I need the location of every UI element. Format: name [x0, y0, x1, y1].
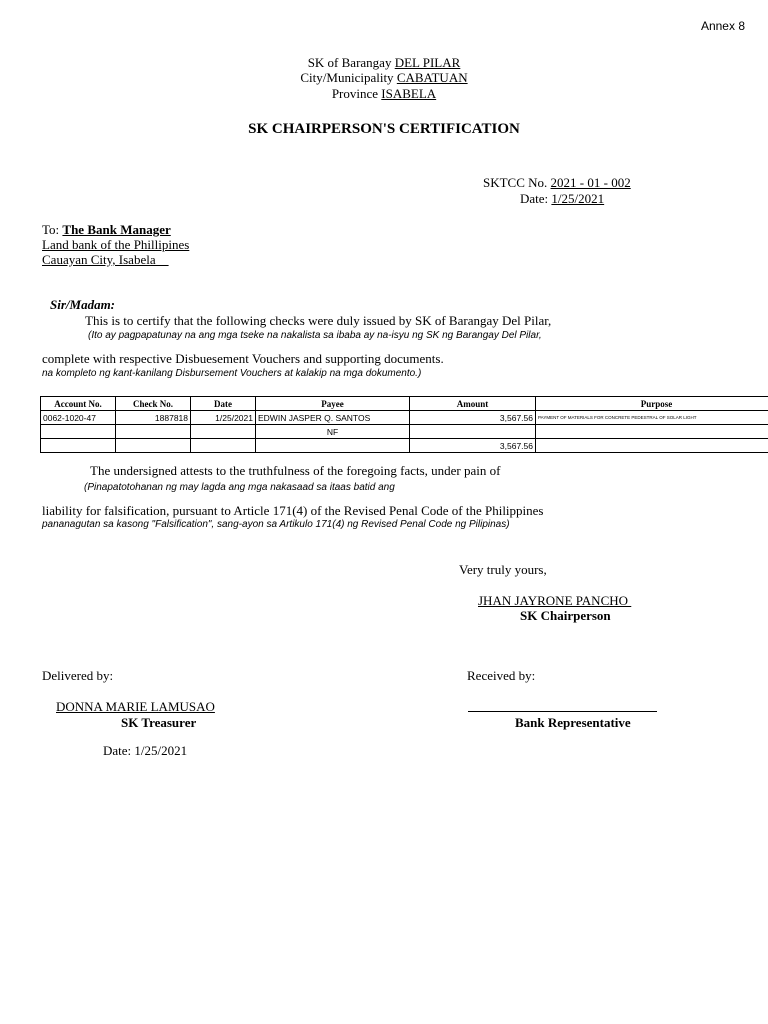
treasurer-name: DONNA MARIE LAMUSAO: [56, 699, 215, 714]
ref-date-label: Date:: [520, 191, 552, 206]
paragraph-2-translation: na kompleto ng kant-kanilang Disbursement Vouchers at kalakip na mga dokumento.): [42, 368, 422, 379]
cell-check-no: [116, 425, 191, 439]
document-title: SK CHAIRPERSON'S CERTIFICATION: [248, 121, 520, 137]
paragraph-1: This is to certify that the following checks were duly issued by SK of Barangay Del Pilar,: [85, 313, 552, 328]
table-row: [41, 411, 768, 425]
bank-rep-signature-line: [468, 711, 657, 712]
table-row: [41, 439, 768, 453]
cell-date: [191, 439, 256, 453]
header-check-no: Check No.: [116, 397, 191, 411]
cell-total-amount: 3,567.56: [410, 439, 536, 453]
cell-payee: [256, 439, 410, 453]
cell-purpose: PAYMENT OF MATERIALS FOR CONCRETE PEDESTRAL OF SOLAR LIGHT: [536, 411, 768, 425]
barangay-prefix: SK of Barangay: [307, 55, 395, 70]
salutation: Sir/Madam:: [50, 297, 116, 312]
cell-check-no: 1887818: [116, 411, 191, 425]
cell-account-no: [41, 425, 116, 439]
cell-amount: 3,567.56: [410, 411, 536, 425]
treasurer-title: SK Treasurer: [121, 715, 197, 730]
delivery-date: Date: 1/25/2021: [103, 743, 188, 758]
city-prefix: City/Municipality: [300, 70, 397, 85]
cell-account-no: [41, 439, 116, 453]
paragraph-4: liability for falsification, pursuant to Article 171(4) of the Revised Penal Code of the Philippines: [42, 503, 544, 518]
bank-rep-title: Bank Representative: [515, 715, 631, 730]
closing-phrase: Very truly yours,: [459, 562, 547, 577]
province-name: ISABELA: [381, 86, 437, 101]
checks-table: [40, 396, 768, 453]
header-purpose: Purpose: [536, 397, 768, 411]
barangay-name: DEL PILAR: [394, 55, 461, 70]
header-date: Date: [191, 397, 256, 411]
delivered-by-label: Delivered by:: [42, 668, 114, 683]
ref-date: 1/25/2021: [551, 191, 605, 206]
cell-check-no: [116, 439, 191, 453]
addressee-line-2: Land bank of the Phillipines: [42, 237, 190, 252]
city-name: CABATUAN: [396, 70, 468, 85]
cell-payee: EDWIN JASPER Q. SANTOS: [256, 411, 410, 425]
cell-purpose: [536, 439, 768, 453]
paragraph-4-translation: pananagutan sa kasong "Falsification", sang-ayon sa Artikulo 171(4) ng Revised Penal Code ng Pilipinas): [42, 519, 510, 530]
table-header-row: [41, 397, 768, 411]
cell-payee: NF: [256, 425, 410, 439]
cell-date: [191, 425, 256, 439]
addressee-line-1: [42, 222, 171, 238]
header-payee: Payee: [256, 397, 410, 411]
province-prefix: Province: [331, 86, 382, 101]
cell-purpose: [536, 425, 768, 439]
chairperson-title: SK Chairperson: [520, 608, 611, 623]
table-row: [41, 425, 768, 439]
chairperson-name: JHAN JAYRONE PANCHO: [478, 593, 632, 608]
ref-date-line: [520, 191, 604, 207]
paragraph-3: The undersigned attests to the truthfulness of the foregoing facts, under pain of: [90, 463, 501, 478]
header-amount: Amount: [410, 397, 536, 411]
paragraph-3-translation: (Pinapatotohanan ng may lagda ang mga nakasaad sa itaas batid ang: [84, 482, 395, 493]
addressee-line-3: Cauayan City, Isabela: [42, 252, 169, 267]
cell-date: 1/25/2021: [191, 411, 256, 425]
annex-label: Annex 8: [700, 19, 745, 33]
sktcc-line: [483, 175, 631, 191]
received-by-label: Received by:: [467, 668, 536, 683]
cell-account-no: 0062-1020-47: [41, 411, 116, 425]
sktcc-label: SKTCC No.: [483, 175, 551, 190]
header-city-line: [0, 70, 768, 86]
header-barangay-line: [0, 55, 768, 71]
addressee-name: The Bank Manager: [62, 222, 171, 237]
paragraph-2: complete with respective Disbuesement Vouchers and supporting documents.: [42, 351, 444, 366]
to-label: To:: [42, 222, 63, 237]
header-province-line: [0, 86, 768, 102]
sktcc-number: 2021 - 01 - 002: [550, 175, 631, 190]
paragraph-1-translation: (Ito ay pagpapatunay na ang mga tseke na nakalista sa ibaba ay na-isyu ng SK ng Barangay Del Pilar,: [88, 330, 542, 341]
header-account-no: Account No.: [41, 397, 116, 411]
cell-amount: [410, 425, 536, 439]
